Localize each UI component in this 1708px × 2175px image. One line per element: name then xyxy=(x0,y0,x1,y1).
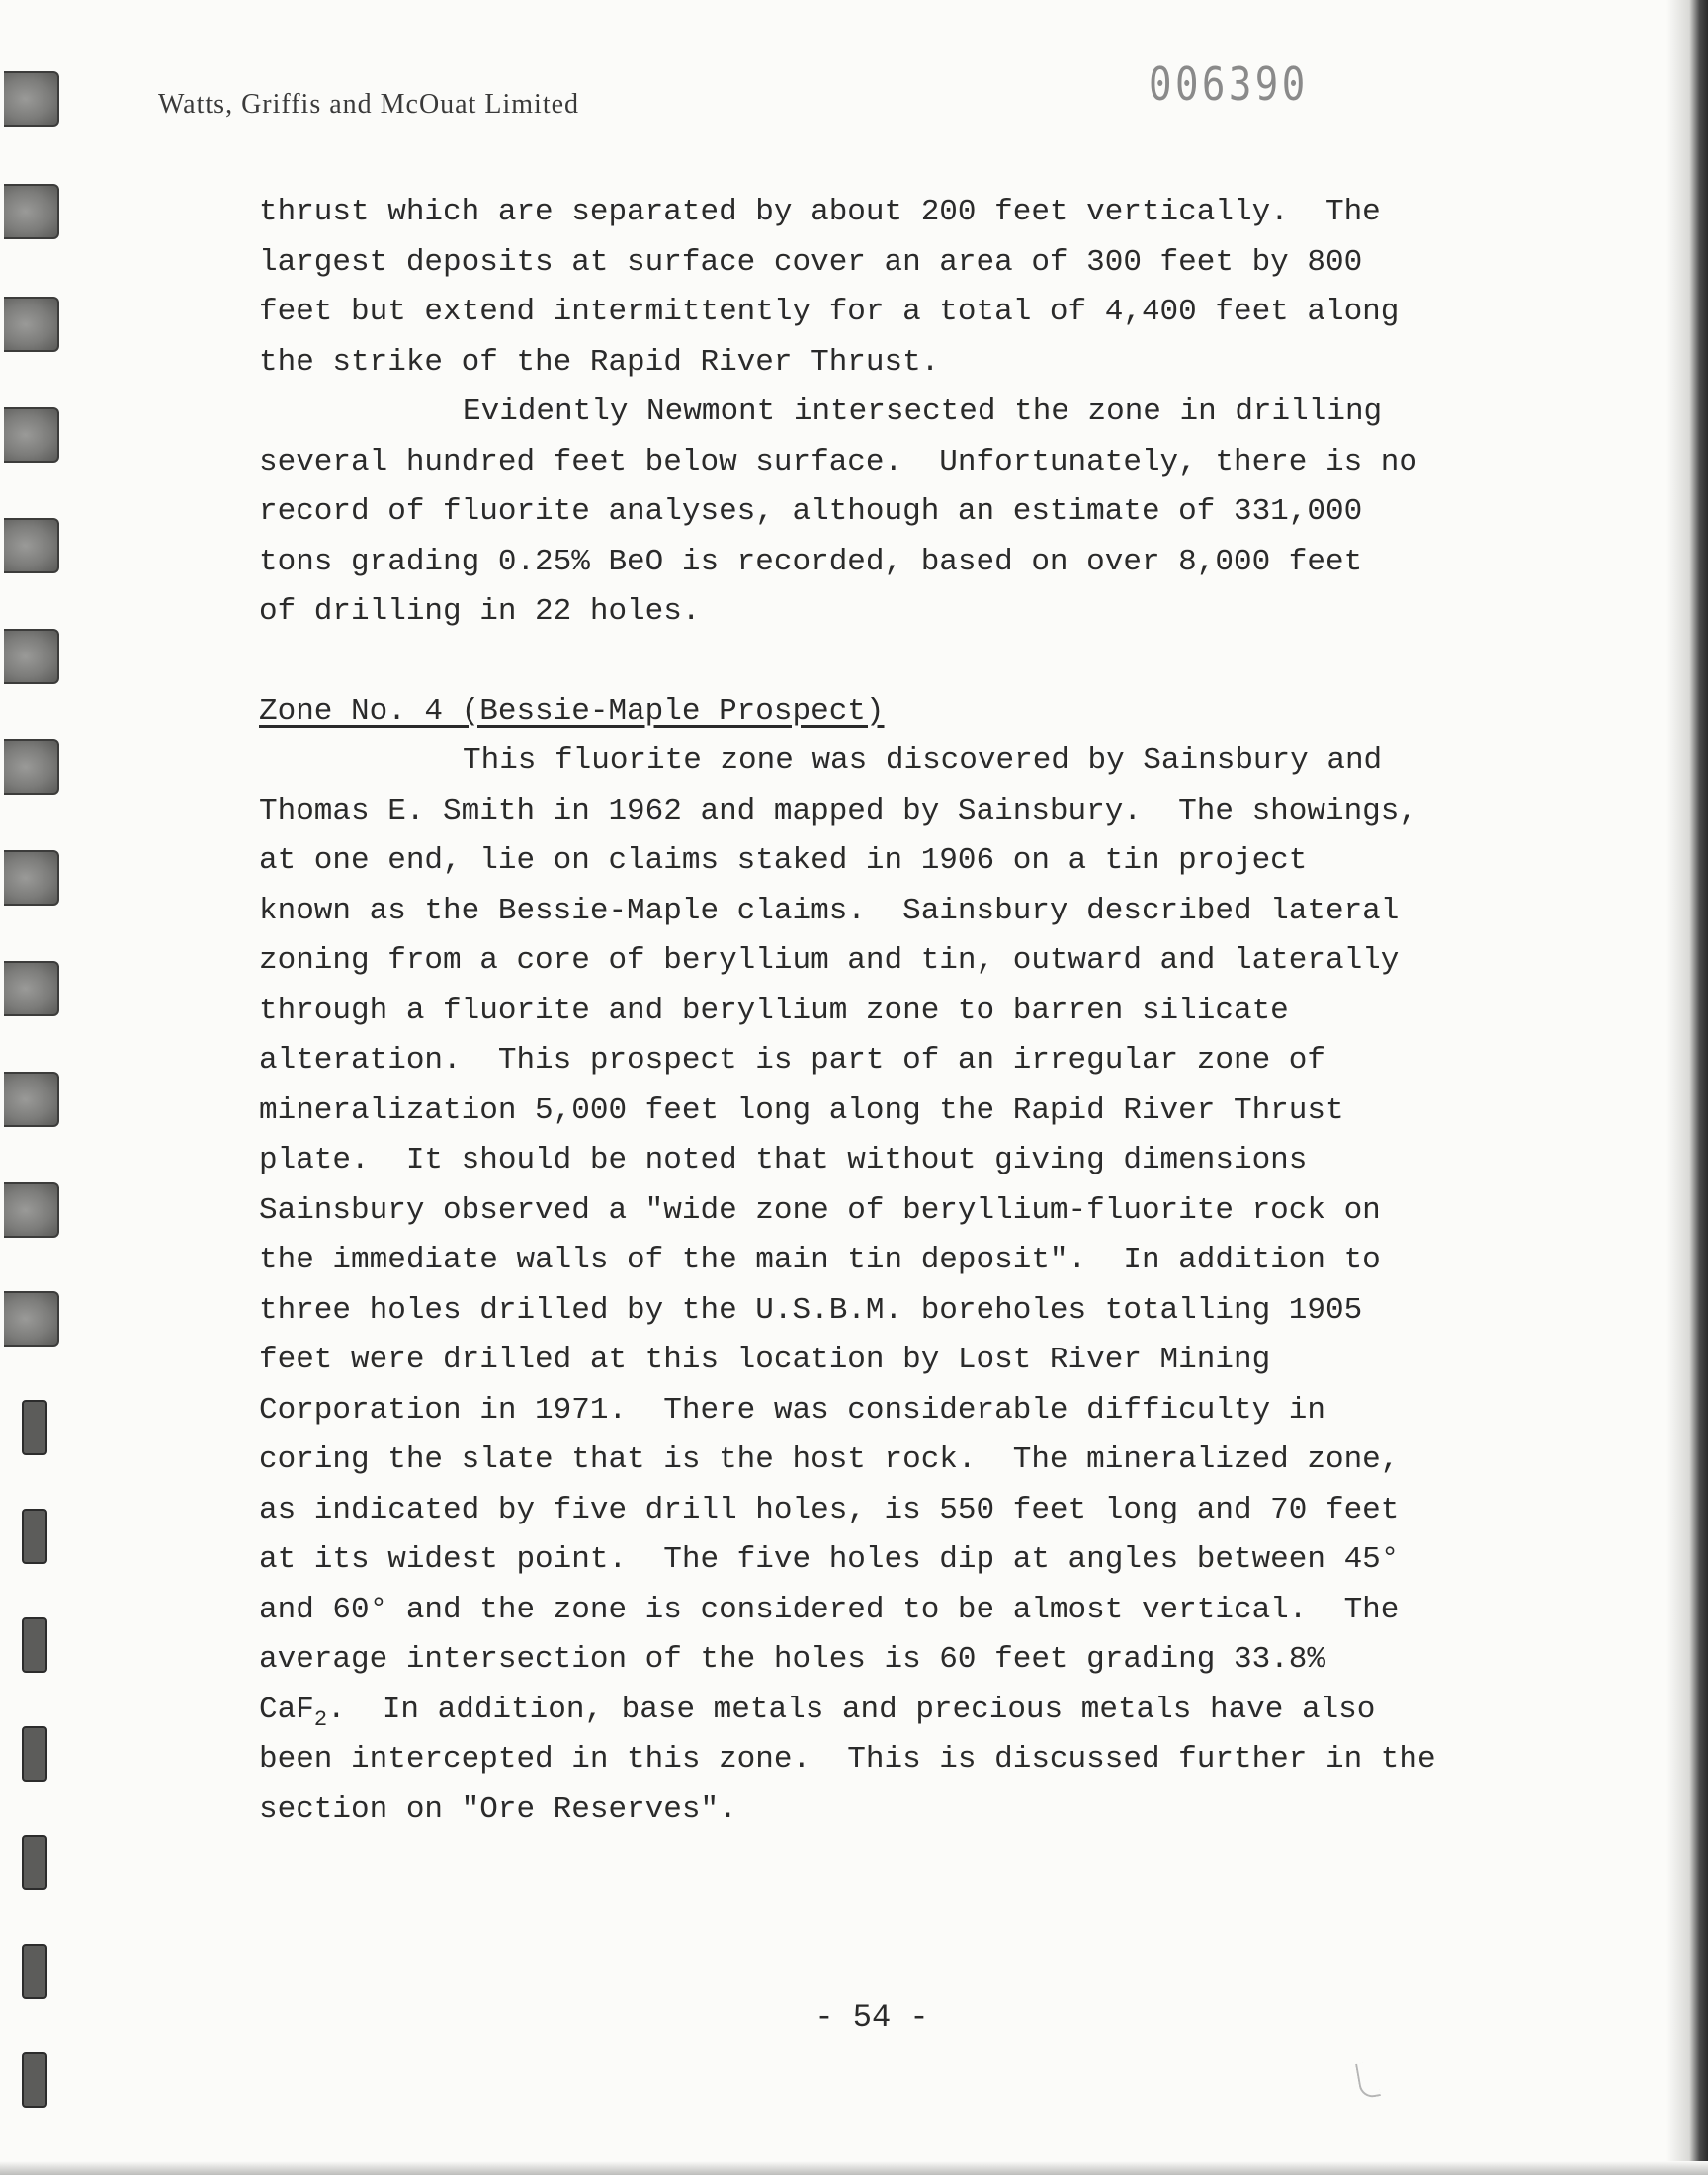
text-line: plate. It should be noted that without giving dimensions xyxy=(259,1143,1308,1177)
binding-hole xyxy=(4,1291,59,1347)
text-line: thrust which are separated by about 200 feet vertically. The xyxy=(259,195,1381,229)
text-line xyxy=(259,737,1534,787)
spiral-binding xyxy=(0,0,79,2175)
binding-hole xyxy=(4,961,59,1016)
text-line: as indicated by five drill holes, is 550 feet long and 70 feet xyxy=(259,1492,1400,1527)
text-line: known as the Bessie-Maple claims. Sainsbury described lateral xyxy=(259,893,1400,928)
section-heading-text: Zone No. 4 (Bessie-Maple Prospect) xyxy=(259,693,885,729)
binding-hole xyxy=(4,518,59,573)
text-line: through a fluorite and beryllium zone to barren silicate xyxy=(259,993,1289,1028)
text-line-caf2 xyxy=(259,1686,1534,1736)
binding-hole xyxy=(22,1944,47,1999)
binding-hole xyxy=(4,740,59,795)
text-line: been intercepted in this zone. This is discussed further in the xyxy=(259,1742,1436,1777)
document-number-stamp: 006390 xyxy=(1149,57,1309,111)
binding-hole xyxy=(4,71,59,127)
body-text xyxy=(259,188,1534,1835)
binding-hole xyxy=(22,1400,47,1455)
text-line: several hundred feet below surface. Unfortunately, there is no xyxy=(259,444,1417,479)
binding-hole xyxy=(4,407,59,463)
text-line: coring the slate that is the host rock. The mineralized zone, xyxy=(259,1442,1400,1477)
text-line-content: . In addition, base metals and precious metals have also xyxy=(327,1692,1376,1727)
text-line: tons grading 0.25% BeO is recorded, based on over 8,000 feet xyxy=(259,544,1363,579)
text-line: Corporation in 1971. There was considerable difficulty in xyxy=(259,1392,1325,1428)
binding-hole xyxy=(22,1509,47,1564)
text-line: the immediate walls of the main tin deposit". In addition to xyxy=(259,1243,1381,1277)
pencil-mark xyxy=(1355,2061,1381,2100)
letterhead: Watts, Griffis and McOuat Limited xyxy=(158,89,580,120)
scan-bottom-edge xyxy=(0,2161,1708,2175)
section-heading-zone-4 xyxy=(259,687,1534,738)
text-line xyxy=(259,388,1534,438)
text-line-content: This fluorite zone was discovered by Sainsbury and xyxy=(463,743,1383,778)
binding-hole xyxy=(4,1072,59,1127)
scan-edge-shadow xyxy=(1666,0,1708,2175)
text-line: mineralization 5,000 feet long along the Rapid River Thrust xyxy=(259,1092,1344,1128)
paragraph-thrust xyxy=(259,188,1534,388)
text-line: at its widest point. The five holes dip at angles between 45° xyxy=(259,1542,1400,1577)
text-line: of drilling in 22 holes. xyxy=(259,594,701,629)
chemical-formula-base: CaF xyxy=(259,1692,314,1727)
text-line-content: Evidently Newmont intersected the zone in drilling xyxy=(463,394,1383,429)
binding-hole xyxy=(4,297,59,352)
text-line: largest deposits at surface cover an area of 300 feet by 800 xyxy=(259,244,1363,280)
text-line: feet were drilled at this location by Lost River Mining xyxy=(259,1343,1271,1377)
paragraph-gap xyxy=(259,638,1534,687)
text-line: record of fluorite analyses, although an estimate of 331,000 xyxy=(259,494,1363,529)
binding-hole xyxy=(4,850,59,906)
text-line: Sainsbury observed a "wide zone of beryllium-fluorite rock on xyxy=(259,1192,1381,1228)
binding-hole xyxy=(22,1726,47,1782)
paragraph-newmont xyxy=(259,388,1534,638)
paragraph-bessie-maple xyxy=(259,737,1534,1835)
text-line: alteration. This prospect is part of an irregular zone of xyxy=(259,1043,1325,1078)
binding-hole xyxy=(4,629,59,684)
text-line: the strike of the Rapid River Thrust. xyxy=(259,344,940,380)
text-line: three holes drilled by the U.S.B.M. boreholes totalling 1905 xyxy=(259,1292,1363,1328)
text-line: average intersection of the holes is 60 feet grading 33.8% xyxy=(259,1642,1325,1677)
text-line: section on "Ore Reserves". xyxy=(259,1791,737,1827)
binding-hole xyxy=(22,2052,47,2108)
page-number: - 54 - xyxy=(814,1999,929,2036)
text-line: at one end, lie on claims staked in 1906 on a tin project xyxy=(259,843,1308,878)
chemical-formula-subscript: 2 xyxy=(313,1706,328,1732)
binding-hole xyxy=(4,184,59,239)
text-line: and 60° and the zone is considered to be almost vertical. The xyxy=(259,1592,1400,1627)
text-line: feet but extend intermittently for a total of 4,400 feet along xyxy=(259,295,1400,329)
binding-hole xyxy=(22,1835,47,1890)
binding-hole xyxy=(4,1182,59,1238)
binding-hole xyxy=(22,1617,47,1673)
text-line: Thomas E. Smith in 1962 and mapped by Sainsbury. The showings, xyxy=(259,793,1417,828)
text-line: zoning from a core of beryllium and tin, outward and laterally xyxy=(259,943,1400,978)
